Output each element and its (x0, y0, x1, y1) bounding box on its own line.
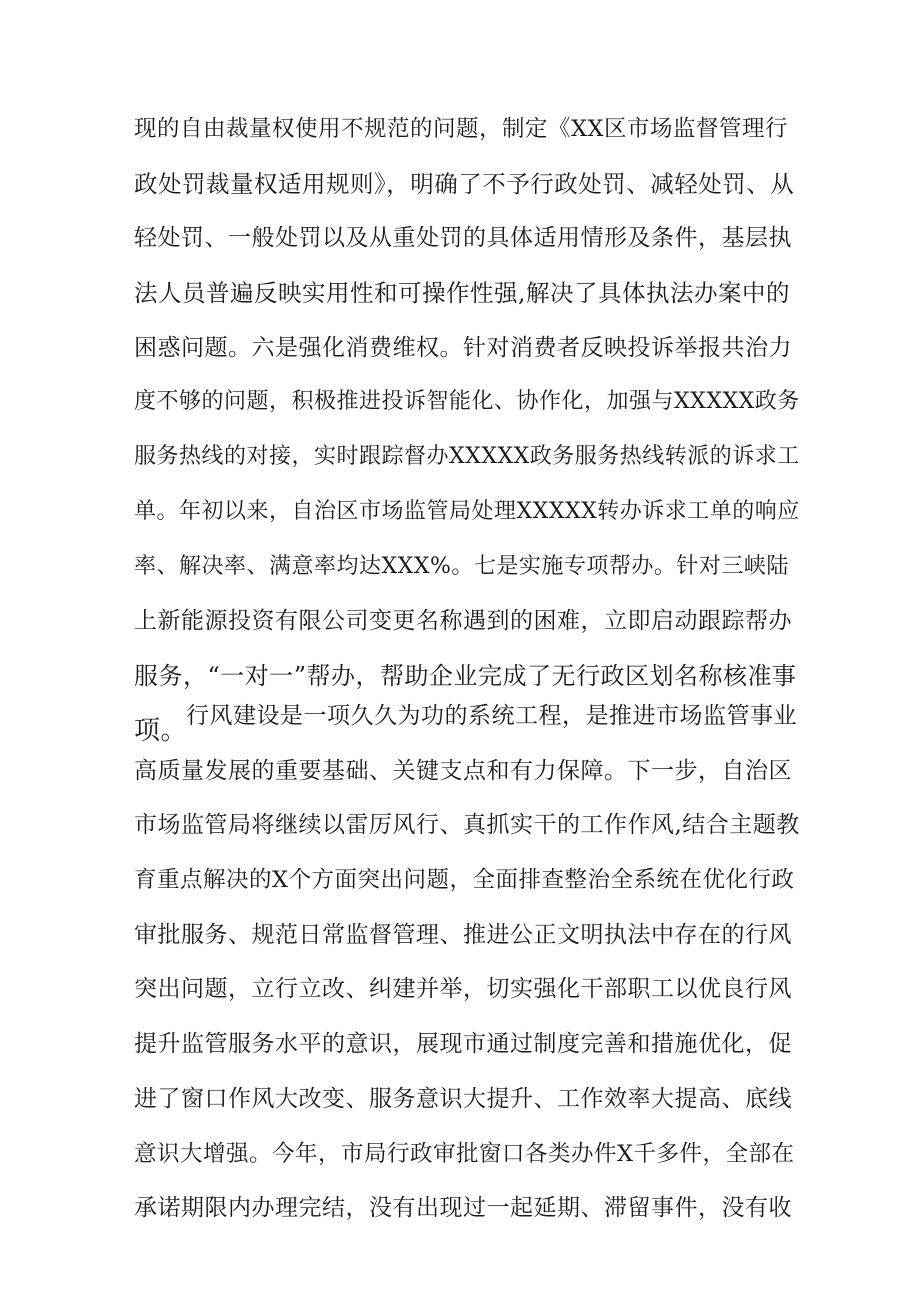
text-line-first: 行风建设是一项久久为功的系统工程，是推进市场监管事业 (186, 703, 797, 729)
text-line: 审批服务、规范日常监督管理、推进公正文明执法中存在的行风 (134, 921, 792, 948)
text-line: 困惑问题。六是强化消费维权。针对消费者反映投诉举报共治力 (134, 334, 792, 361)
text-line: 轻处罚、一般处罚以及从重处罚的具体适用情形及条件，基层执 (134, 225, 792, 252)
paragraph-1 (134, 102, 800, 758)
text-line: 政处罚裁量权适用规则》，明确了不予行政处罚、减轻处罚、从 (134, 169, 795, 198)
text-line: 度不够的问题，积极推进投诉智能化、协作化，加强与XXXXX政务 (134, 389, 800, 415)
text-line: 提升监管服务水平的意识，展现市通过制度完善和措施优化，促 (134, 1031, 792, 1058)
text-line: 突出问题，立行立改、纠建并举，切实强化干部职工以优良行风 (134, 976, 792, 1003)
text-line: 服务热线的对接，实时跟踪督办XXXXX政务服务热线转派的诉求工 (134, 444, 800, 470)
text-line: 项。 (134, 715, 188, 746)
text-line: 育重点解决的X个方面突出问题，全面排查整治全系统在优化行政 (134, 867, 795, 894)
text-line: 承诺期限内办理完结，没有出现过一起延期、滞留事件，没有收 (134, 1195, 792, 1222)
paragraph-2 (134, 689, 800, 1236)
text-line: 服务，“一对一”帮办，帮助企业完成了无行政区划名称核准事 (134, 661, 797, 690)
text-line: 法人员普遍反映实用性和可操作性强,解决了具体执法办案中的 (134, 279, 790, 308)
text-line: 市场监管局将继续以雷厉风行、真抓实干的工作作风,结合主题教 (134, 812, 800, 839)
text-line: 高质量发展的重要基础、关键支点和有力保障。下一步，自治区 (134, 757, 792, 784)
text-line: 现的自由裁量权使用不规范的问题，制定《XX区市场监督管理行 (134, 116, 789, 142)
text-line: 意识大增强。今年，市局行政审批窗口各类办件X千多件，全部在 (134, 1140, 795, 1167)
text-line: 上新能源投资有限公司变更名称遇到的困难，立即启动跟踪帮办 (134, 608, 792, 635)
text-line: 进了窗口作风大改变、服务意识大提升、工作效率大提高、底线 (134, 1085, 792, 1112)
text-line: 率、解决率、满意率均达XXX%。七是实施专项帮办。针对三峡陆 (134, 553, 789, 579)
text-line: 单。年初以来，自治区市场监管局处理XXXXX转办诉求工单的响应 (134, 498, 800, 524)
